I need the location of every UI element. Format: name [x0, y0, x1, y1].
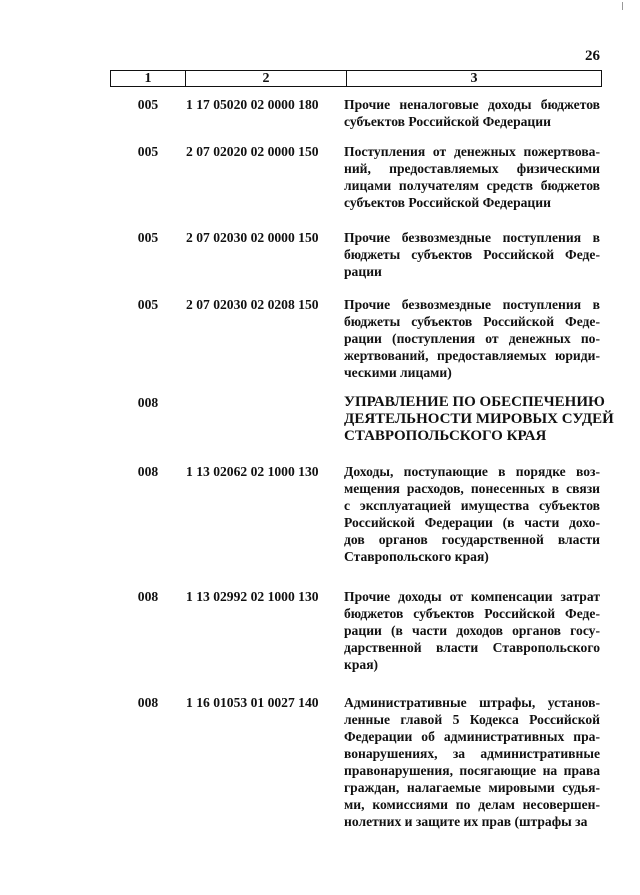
description-line: с эксплуатацией имущества субъектов [344, 498, 600, 513]
description-line: дов органов государственной власти [344, 532, 600, 547]
description-line: граждан, налагаемые мировыми судья- [344, 780, 600, 795]
description-line: бюджеты субъектов Российской Феде- [344, 247, 600, 262]
description-line: Административные штрафы, установ- [344, 695, 600, 710]
description-line: ний, предоставляемых физическими [344, 161, 600, 176]
revenue-description [344, 96, 600, 130]
page-number: 26 [585, 48, 600, 64]
section-heading [344, 394, 614, 445]
revenue-code: 1 17 05020 02 0000 180 [186, 97, 319, 112]
description-line: Российской Федерации (в части дохо- [344, 515, 600, 530]
description-line: мещения расходов, понесенных в связи [344, 481, 600, 496]
revenue-code: 1 13 02062 02 1000 130 [186, 464, 319, 479]
description-line: Прочие безвозмездные поступления в [344, 297, 600, 312]
description-line: рации (в части доходов органов госу- [344, 623, 600, 638]
admin-code: 008 [137, 395, 159, 410]
header-col-3: 3 [470, 70, 478, 86]
description-line: бюджеты субъектов Российской Феде- [344, 314, 600, 329]
description-line: СТАВРОПОЛЬСКОГО КРАЯ [344, 428, 547, 444]
admin-code: 005 [137, 297, 159, 312]
admin-code: 005 [137, 144, 159, 159]
description-line: УПРАВЛЕНИЕ ПО ОБЕСПЕЧЕНИЮ [344, 394, 605, 410]
description-line: ДЕЯТЕЛЬНОСТИ МИРОВЫХ СУДЕЙ [344, 411, 614, 427]
revenue-description [344, 296, 600, 381]
admin-code: 008 [137, 464, 159, 479]
description-line: нолетних и защите их прав (штрафы за [344, 814, 588, 829]
description-line: дарственной власти Ставропольского [344, 640, 600, 655]
revenue-code: 2 07 02020 02 0000 150 [186, 144, 319, 159]
description-line: Прочие неналоговые доходы бюджетов [344, 97, 600, 112]
admin-code: 005 [137, 230, 159, 245]
description-line: субъектов Российской Федерации [344, 114, 551, 129]
revenue-code: 1 13 02992 02 1000 130 [186, 589, 319, 604]
description-line: Доходы, поступающие в порядке воз- [344, 464, 600, 479]
description-line: края) [344, 657, 379, 672]
header-col-2: 2 [186, 71, 347, 86]
description-line: Прочие безвозмездные поступления в [344, 230, 600, 245]
admin-code: 005 [137, 97, 159, 112]
description-line: ческими лицами) [344, 365, 452, 380]
admin-code: 008 [137, 695, 159, 710]
description-line: Федерации об административных пра- [344, 729, 600, 744]
description-line: Прочие доходы от компенсации затрат [344, 589, 600, 604]
revenue-code: 1 16 01053 01 0027 140 [186, 695, 319, 710]
description-line: Поступления от денежных пожертвова- [344, 144, 600, 159]
description-line: ленные главой 5 Кодекса Российской [344, 712, 600, 727]
revenue-description [344, 588, 600, 673]
header-col-1: 1 [111, 71, 186, 86]
revenue-code: 2 07 02030 02 0208 150 [186, 297, 319, 312]
revenue-description [344, 229, 600, 280]
revenue-description [344, 694, 600, 830]
description-line: правонарушения, посягающие на права [344, 763, 600, 778]
description-line: бюджетов субъектов Российской Феде- [344, 606, 600, 621]
revenue-description [344, 143, 600, 211]
revenue-description [344, 463, 600, 565]
scan-edge-mark [622, 2, 623, 10]
description-line: вонарушениях, за административные [344, 746, 600, 761]
description-line: рации [344, 264, 382, 279]
admin-code: 008 [137, 589, 159, 604]
description-line: лицами получателям средств бюджетов [344, 178, 600, 193]
description-line: Ставропольского края) [344, 549, 489, 564]
description-line: субъектов Российской Федерации [344, 195, 551, 210]
description-line: ми, комиссиями по делам несовершен- [344, 797, 600, 812]
description-line: рации (поступления от денежных по- [344, 331, 600, 346]
description-line: жертвований, предоставляемых юриди- [344, 348, 600, 363]
revenue-code: 2 07 02030 02 0000 150 [186, 230, 319, 245]
table-header [110, 70, 602, 87]
